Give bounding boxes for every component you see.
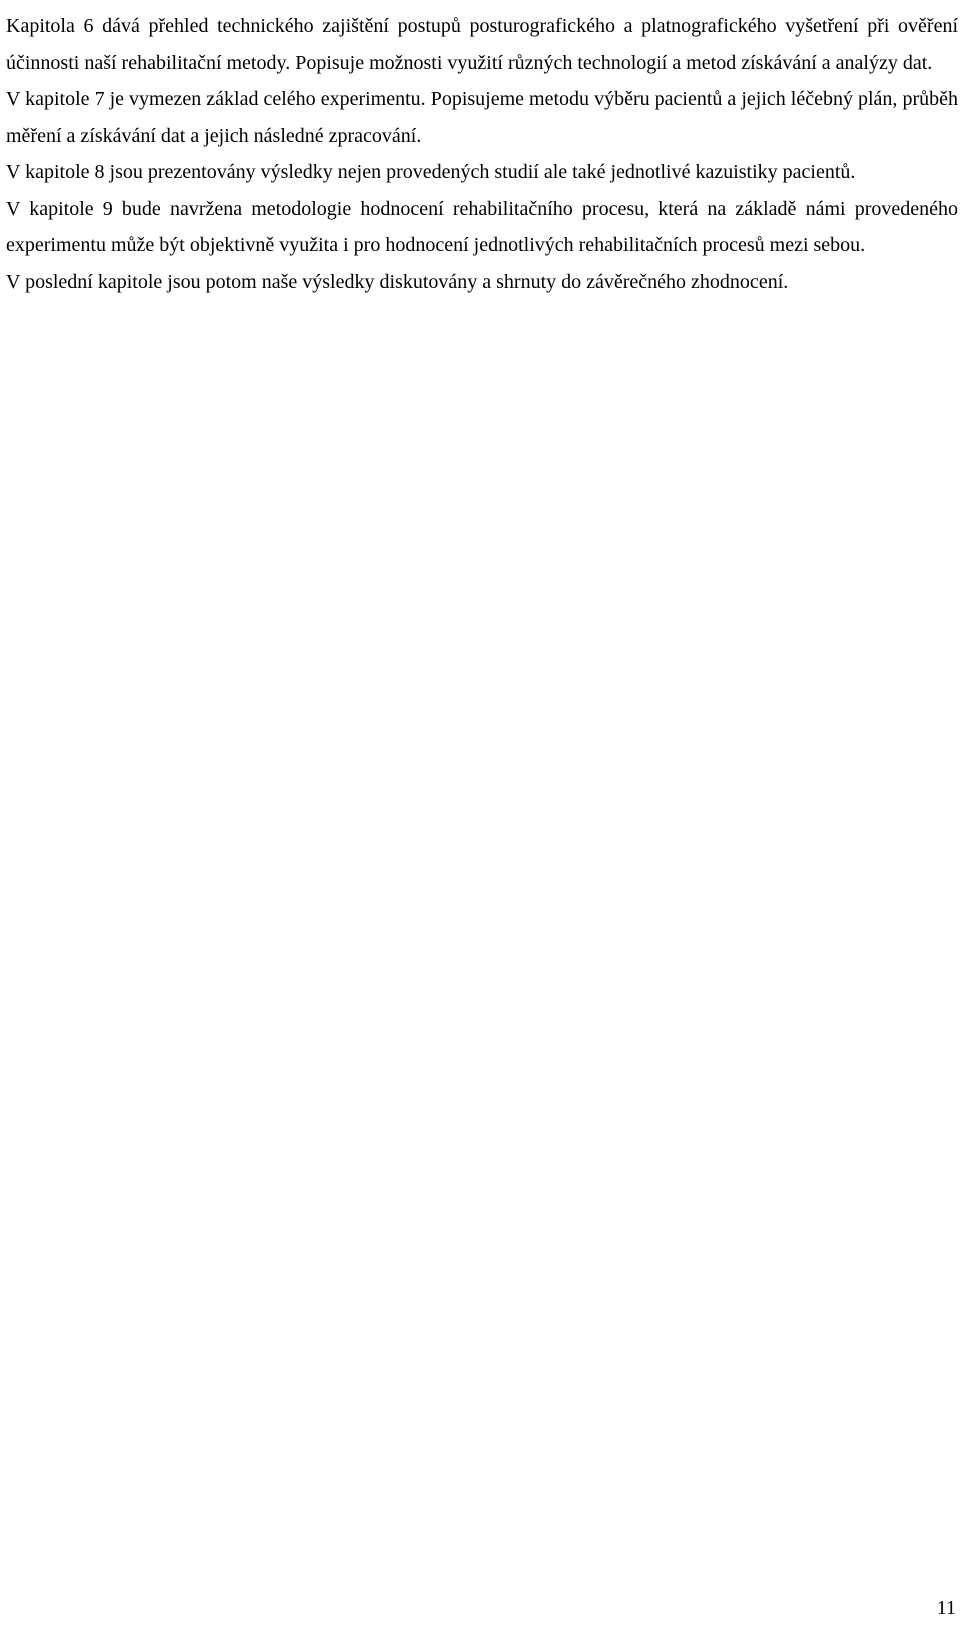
paragraph-chapter-8: V kapitole 8 jsou prezentovány výsledky nejen provedených studií ale také jednotlivé kazuistiky pacientů. — [6, 161, 856, 183]
paragraph-last-chapter: V poslední kapitole jsou potom naše výsledky diskutovány a shrnuty do závěrečného zhodnocení. — [6, 270, 789, 293]
paragraph-chapter-7: V kapitole 7 je vymezen základ celého experimentu. Popisujeme metodu výběru pacientů a jejich léčebný plán, průběh měření a získávání dat a jejich následné zpracování. — [6, 88, 958, 147]
document-page — [6, 0, 958, 1632]
paragraph-chapter-6: Kapitola 6 dává přehled technického zajištění postupů posturografického a platnografického vyšetření při ověření účinnosti naší rehabilitační metody. Popisuje možnosti využití různých technologií a metod získávání a analýzy dat. — [6, 15, 958, 74]
paragraph-chapter-9: V kapitole 9 bude navržena metodologie hodnocení rehabilitačního procesu, která na základě námi provedeného experimentu může být objektivně využita i pro hodnocení jednotlivých rehabilitačních procesů mezi sebou. — [6, 197, 958, 256]
body-text — [6, 8, 958, 300]
page-number: 11 — [936, 1597, 956, 1619]
